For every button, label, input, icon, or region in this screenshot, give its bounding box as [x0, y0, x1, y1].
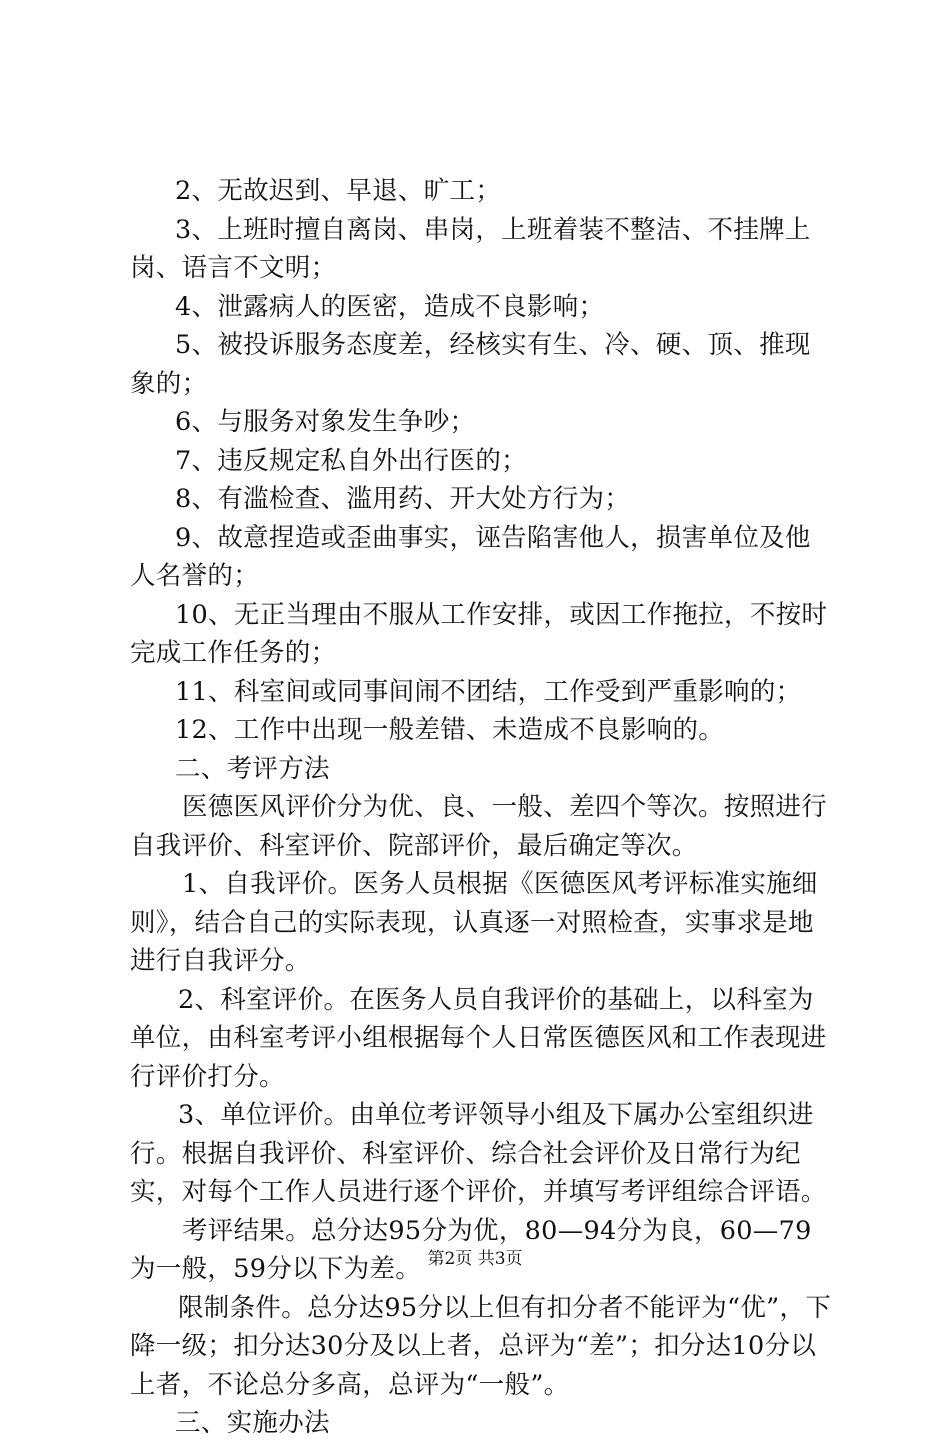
- restriction-paragraph: 限制条件。总分达95分以上但有扣分者不能评为“优”，下降一级；扣分达30分及以上者，总评为“差”；扣分达10分以上者，不论总分多高，总评为“一般”。: [130, 1292, 832, 1400]
- page-number-footer: 第2页 共3页: [427, 1249, 523, 1269]
- list-item-8: 8、有滥检查、滥用药、开大处方行为；: [175, 484, 631, 514]
- evaluation-result-paragraph: 考评结果。总分达95分为优，80—94分为良，60—79为一般，59分以下为差。: [130, 1215, 812, 1284]
- list-item-7: 7、违反规定私自外出行医的；: [175, 445, 527, 476]
- evaluation-intro-paragraph: 医德医风评价分为优、良、一般、差四个等次。按照进行自我评价、科室评价、院部评价，最后确定等次。: [130, 792, 828, 861]
- list-item-9: 9、故意捏造或歪曲事实，诬告陷害他人，损害单位及他人名誉的；: [130, 522, 811, 591]
- section-heading-implementation: 三、实施办法: [175, 1408, 330, 1438]
- list-item-10: 10、无正当理由不服从工作安排，或因工作拖拉，不按时完成工作任务的；: [130, 599, 828, 668]
- section-heading-evaluation-method: 二、考评方法: [175, 753, 330, 784]
- self-evaluation-paragraph: 1、自我评价。医务人员根据《医德医风考评标准实施细则》，结合自己的实际表现，认真逐一对照检查，实事求是地进行自我评分。: [130, 869, 818, 976]
- department-evaluation-paragraph: 2、科室评价。在医务人员自我评价的基础上，以科室为单位，由科室考评小组根据每个人日常医德医风和工作表现进行评价打分。: [130, 984, 827, 1092]
- list-item-4: 4、泄露病人的医密，造成不良影响；: [175, 291, 605, 322]
- list-item-3: 3、上班时擅自离岗、串岗，上班着装不整洁、不挂牌上岗、语言不文明；: [130, 214, 811, 283]
- list-item-6: 6、与服务对象发生争吵；: [175, 407, 476, 437]
- list-item-12: 12、工作中出现一般差错、未造成不良影响的。: [175, 715, 725, 745]
- list-item-2: 2、无故迟到、早退、旷工；: [175, 176, 502, 206]
- unit-evaluation-paragraph: 3、单位评价。由单位考评领导小组及下属办公室组织进行。根据自我评价、科室评价、综合社会评价及日常行为纪实，对每个工作人员进行逐个评价，并填写考评组综合评语。: [130, 1100, 827, 1207]
- list-item-5: 5、被投诉服务态度差，经核实有生、冷、硬、顶、推现象的；: [130, 330, 811, 399]
- list-item-11: 11、科室间或同事间闹不团结，工作受到严重影响的；: [175, 676, 802, 707]
